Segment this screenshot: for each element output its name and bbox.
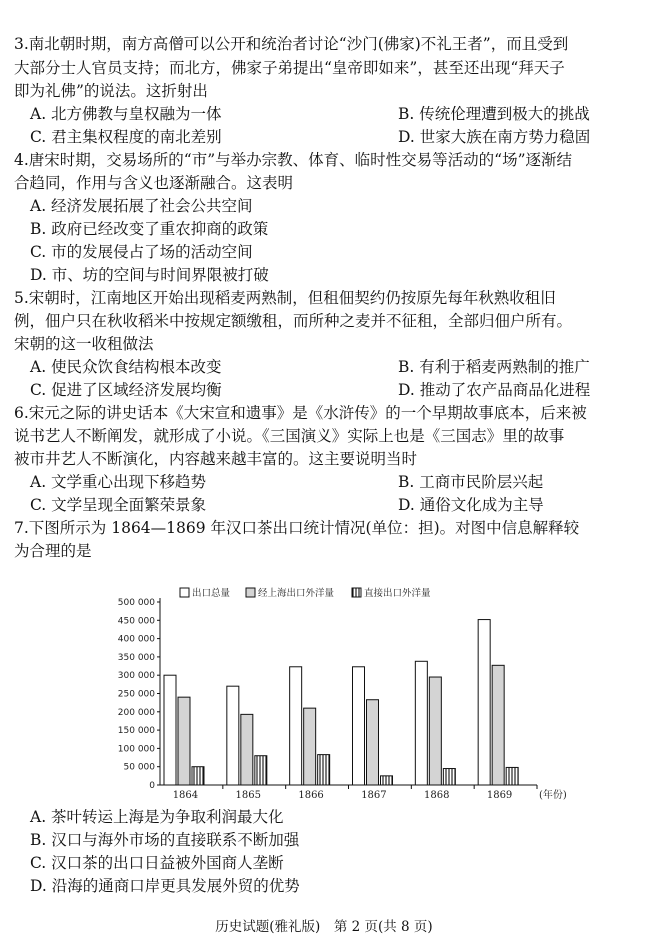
q6-line-3: 被市井艺人不断演化，内容越来越丰富的。这主要说明当时 <box>14 450 418 468</box>
y-tick-label: 0 <box>149 781 155 791</box>
y-tick-label: 100 000 <box>117 744 155 755</box>
q5-option-d[interactable]: D. 推动了农产品商品化进程 <box>398 381 591 399</box>
q6-line-1: 6.宋元之际的讲史话本《大宋宣和遗事》是《水浒传》的一个早期故事底本，后来被 <box>14 404 587 422</box>
x-tick-label: 1867 <box>361 790 387 801</box>
q4-option-d[interactable]: D. 市、坊的空间与时间界限被打破 <box>30 266 269 284</box>
q3-line-2: 大部分士人官员支持；而北方，佛家子弟提出“皇帝即如来”，甚至还出现“拜天子 <box>14 59 565 77</box>
bar-total-export <box>164 675 176 785</box>
bar-direct-export <box>255 756 267 785</box>
x-tick-label: 1864 <box>172 790 199 801</box>
q7-option-c[interactable]: C. 汉口茶的出口日益被外国商人垄断 <box>30 854 284 872</box>
q6-option-c[interactable]: C. 文学呈现全面繁荣景象 <box>30 496 207 514</box>
q6-option-d[interactable]: D. 通俗文化成为主导 <box>398 496 544 514</box>
q7-option-d[interactable]: D. 沿海的通商口岸更具发展外贸的优势 <box>30 877 300 895</box>
q5-option-b[interactable]: B. 有利于稻麦两熟制的推广 <box>398 358 590 376</box>
q3-line-3: 即为礼佛”的说法。这折射出 <box>14 82 208 100</box>
legend-swatch <box>180 588 189 597</box>
y-tick-label: 150 000 <box>117 726 155 737</box>
bar-direct-export <box>192 767 204 785</box>
bar-via-shanghai <box>492 665 504 785</box>
q3-option-a[interactable]: A. 北方佛教与皇权融为一体 <box>30 105 222 123</box>
q5-line-3: 宋朝的这一收租做法 <box>14 335 154 353</box>
q3-option-d[interactable]: D. 世家大族在南方势力稳固 <box>398 128 591 146</box>
q6-line-2: 说书艺人不断阐发，就形成了小说。《三国演义》实际上也是《三国志》里的故事 <box>14 427 565 445</box>
legend-swatch <box>246 588 255 597</box>
bar-total-export <box>478 620 490 785</box>
q3-option-c[interactable]: C. 君主集权程度的南北差别 <box>30 128 222 146</box>
y-tick-label: 450 000 <box>117 616 155 627</box>
y-tick-label: 250 000 <box>117 689 155 700</box>
q6-option-b[interactable]: B. 工商市民阶层兴起 <box>398 473 544 491</box>
x-tick-label: 1865 <box>235 790 261 801</box>
q4-option-a[interactable]: A. 经济发展拓展了社会公共空间 <box>30 197 253 215</box>
q7-line-2: 为合理的是 <box>14 542 92 560</box>
legend-label: 出口总量 <box>192 588 231 599</box>
x-tick-label: 1866 <box>298 790 324 801</box>
legend-label: 直接出口外洋量 <box>364 588 431 599</box>
legend-label: 经上海出口外洋量 <box>258 588 335 599</box>
bar-direct-export <box>506 767 518 785</box>
y-tick-label: 500 000 <box>117 598 155 608</box>
q4-line-2: 合趋同，作用与含义也逐渐融合。这表明 <box>14 174 294 192</box>
y-tick-label: 400 000 <box>117 634 155 645</box>
q4-option-c[interactable]: C. 市的发展侵占了场的活动空间 <box>30 243 253 261</box>
q3-line-1: 3.南北朝时期，南方高僧可以公开和统治者讨论“沙门(佛家)不礼王者”，而且受到 <box>14 35 569 53</box>
y-tick-label: 200 000 <box>117 707 155 718</box>
q5-option-c[interactable]: C. 促进了区域经济发展均衡 <box>30 381 222 399</box>
bar-total-export <box>227 686 239 785</box>
bar-via-shanghai <box>241 714 253 785</box>
y-tick-label: 50 000 <box>123 762 155 773</box>
q3-option-b[interactable]: B. 传统伦理遭到极大的挑战 <box>398 105 590 123</box>
bar-total-export <box>415 661 427 785</box>
bar-direct-export <box>381 776 393 785</box>
page-footer: 历史试题(雅礼版) 第 2 页(共 8 页) <box>215 919 433 935</box>
bar-total-export <box>353 667 365 785</box>
legend-swatch <box>352 588 361 597</box>
bar-via-shanghai <box>367 700 379 785</box>
q7-line-1: 7.下图所示为 1864—1869 年汉口茶出口统计情况(单位：担)。对图中信息解释较 <box>14 519 580 537</box>
bar-via-shanghai <box>304 708 316 785</box>
q5-option-a[interactable]: A. 使民众饮食结构根本改变 <box>30 358 222 376</box>
q4-line-1: 4.唐宋时期，交易场所的“市”与举办宗教、体育、临时性交易等活动的“场”逐渐结 <box>14 151 572 169</box>
q5-line-1: 5.宋朝时，江南地区开始出现稻麦两熟制，但租佃契约仍按原先每年秋熟收租旧 <box>14 289 556 307</box>
x-axis-label: (年份) <box>539 790 567 801</box>
bar-direct-export <box>443 769 455 785</box>
x-tick-label: 1868 <box>424 790 450 801</box>
q7-option-b[interactable]: B. 汉口与海外市场的直接联系不断加强 <box>30 831 300 849</box>
tea-export-chart <box>100 585 570 805</box>
q7-option-a[interactable]: A. 茶叶转运上海是为争取利润最大化 <box>30 808 284 826</box>
bar-total-export <box>290 667 302 785</box>
q4-option-b[interactable]: B. 政府已经改变了重农抑商的政策 <box>30 220 269 238</box>
bar-via-shanghai <box>429 677 441 785</box>
q6-option-a[interactable]: A. 文学重心出现下移趋势 <box>30 473 207 491</box>
x-tick-label: 1869 <box>486 790 513 801</box>
y-tick-label: 300 000 <box>117 671 155 682</box>
bar-via-shanghai <box>178 697 190 785</box>
q5-line-2: 例，佃户只在秋收稻米中按规定额缴租，而所种之麦并不征租，全部归佃户所有。 <box>14 312 573 330</box>
bar-direct-export <box>318 755 330 785</box>
y-tick-label: 350 000 <box>117 652 155 663</box>
